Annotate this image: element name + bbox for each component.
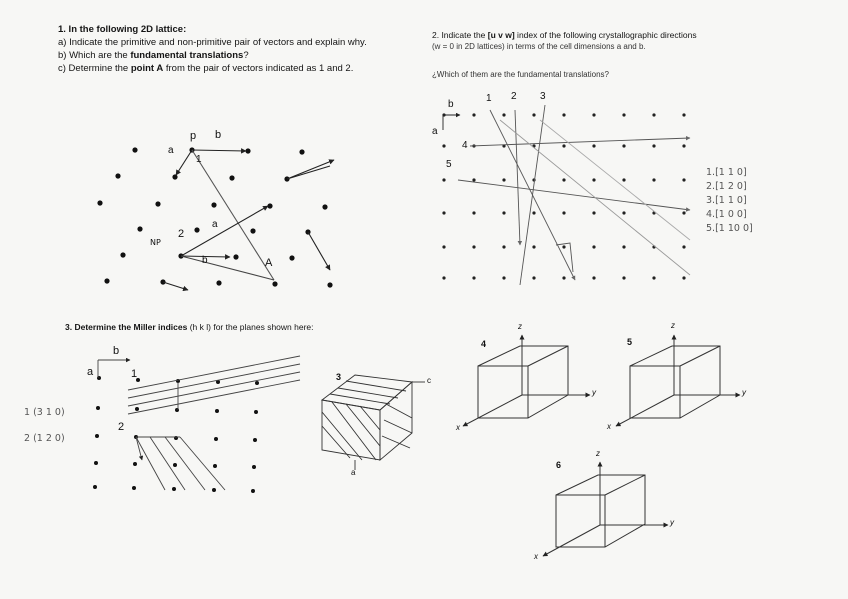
q1-label-b: b	[215, 129, 222, 141]
q1-vectors	[163, 150, 334, 290]
cube5-axis-x: x	[607, 422, 611, 431]
q2-label-a: a	[432, 126, 438, 137]
q3-cube-6	[543, 462, 668, 556]
q2-lattice	[442, 113, 685, 279]
q3-lattice	[93, 376, 259, 493]
cube6-axis-y: y	[670, 518, 674, 527]
q1-label-p: p	[190, 130, 197, 142]
q2-label-4: 4	[462, 140, 468, 151]
q1-label-a-mid: a	[212, 219, 218, 230]
q2-answer-5: 5.[1 10 0]	[706, 223, 753, 234]
q1-label-A: A	[265, 257, 273, 269]
cube6-axis-x: x	[534, 552, 538, 561]
q3-label-a3: a	[351, 468, 356, 477]
q3-answer-2: 2 (1 2 0)	[24, 433, 65, 444]
q3-label-1: 1	[131, 368, 138, 380]
q2-label-1: 1	[486, 93, 492, 104]
q1-lattice	[97, 147, 332, 287]
cube5-axis-z: z	[671, 321, 675, 330]
q2-answer-1: 1.[1 1 0]	[706, 167, 747, 178]
q2-label-5: 5	[446, 159, 452, 170]
q2-label-2: 2	[511, 91, 517, 102]
q3-answer-1: 1 (3 1 0)	[24, 407, 65, 418]
q3-label-6: 6	[556, 460, 562, 470]
q2-title: 2. Indicate the [u v w] index of the following crystallographic directions	[432, 30, 697, 40]
q3-label-5: 5	[627, 337, 633, 347]
cube4-axis-x: x	[456, 423, 460, 432]
q2-answer-3: 3.[1 1 0]	[706, 195, 747, 206]
cube6-axis-z: z	[596, 449, 600, 458]
q2-answer-4: 4.[1 0 0]	[706, 209, 747, 220]
q2-answer-2: 2.[1 2 0]	[706, 181, 747, 192]
q2-label-3: 3	[540, 91, 546, 102]
q2-label-b: b	[448, 99, 454, 110]
q1-label-a-top: a	[168, 145, 174, 156]
q3-label-c: c	[427, 376, 431, 385]
cube4-axis-z: z	[518, 322, 522, 331]
q3-label-a: a	[87, 366, 94, 378]
q3-title: 3. Determine the Miller indices (h k l) for the planes shown here:	[65, 322, 314, 332]
q1-title: 1. In the following 2D lattice:	[58, 24, 187, 35]
q3-planes-2d	[98, 356, 300, 490]
q3-label-2: 2	[118, 421, 125, 433]
q3-prism-3	[322, 375, 425, 470]
q1-label-2: 2	[178, 228, 185, 240]
q2-question: ¿Which of them are the fundamental translations?	[432, 70, 609, 79]
q3-label-b: b	[113, 345, 120, 357]
q2-directions	[443, 105, 690, 285]
q1-label-np: NP	[150, 238, 161, 247]
q2-line2: (w = 0 in 2D lattices) in terms of the cell dimensions a and b.	[432, 42, 646, 51]
q1-label-b-low: b	[202, 255, 208, 266]
q3-cube-5	[616, 335, 740, 426]
q1-part-b: b) Which are the fundamental translations?	[58, 50, 249, 61]
q3-label-3: 3	[336, 372, 342, 382]
cube4-axis-y: y	[592, 388, 596, 397]
q1-part-a: a) Indicate the primitive and non-primitive pair of vectors and explain why.	[58, 37, 367, 48]
q1-label-1: 1	[196, 154, 202, 165]
q1-part-c: c) Determine the point A from the pair of vectors indicated as 1 and 2.	[58, 63, 354, 74]
q3-label-4: 4	[481, 339, 487, 349]
cube5-axis-y: y	[742, 388, 746, 397]
